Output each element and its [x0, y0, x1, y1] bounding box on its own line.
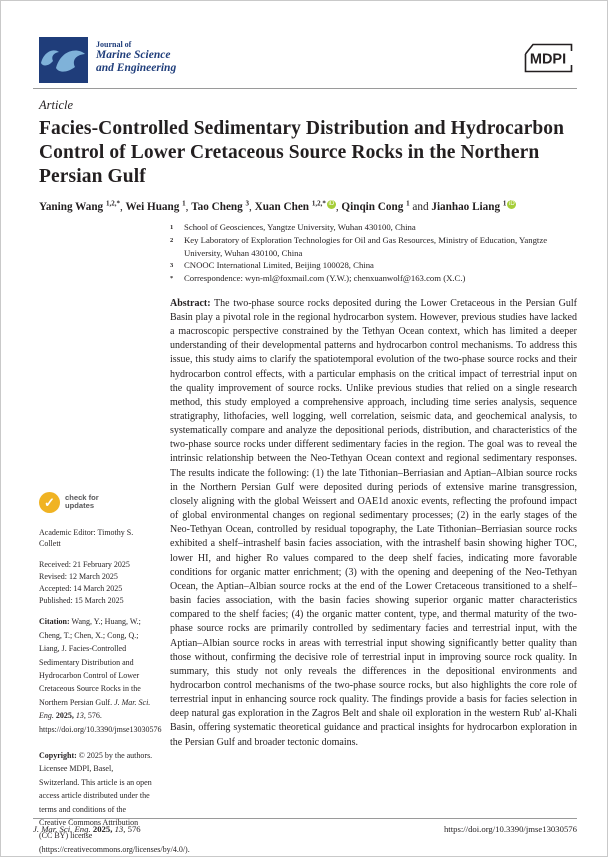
journal-logo-text — [96, 40, 176, 75]
article-dates — [39, 560, 153, 606]
orcid-icon[interactable]: iD — [509, 201, 515, 207]
revised-date: Revised: 12 March 2025 — [39, 571, 118, 581]
svg-text:MDPI: MDPI — [529, 51, 567, 68]
published-date: Published: 15 March 2025 — [39, 596, 124, 606]
journal-logo-line1: Journal of — [96, 40, 132, 49]
affiliations — [170, 221, 577, 286]
accepted-date: Accepted: 14 March 2025 — [39, 584, 123, 594]
author: Qinqin Cong $^1$ and — [341, 199, 432, 213]
check-for-updates-label: check for updates — [65, 492, 99, 511]
page-title: Facies-Controlled Sedimentary Distribution and Hydrocarbon Control of Lower Cretaceous Source Rocks in the Northern Persian Gulf — [39, 118, 565, 187]
author: Wei Huang $^1$, — [125, 199, 192, 213]
left-sidebar — [39, 221, 190, 856]
mdpi-logo-frame-icon — [520, 41, 577, 75]
footer-doi-link[interactable]: https://doi.org/10.3390/jmse13030576 — [443, 824, 577, 834]
footer-rule — [33, 818, 577, 819]
main-column — [170, 221, 577, 856]
check-for-updates-badge[interactable] — [39, 492, 153, 513]
academic-editor: Academic Editor: Timothy S. Collett — [39, 527, 134, 548]
page-footer — [33, 818, 577, 834]
author-line — [39, 199, 577, 213]
abstract-text: The two-phase source rocks deposited during the Lower Cretaceous in the Persian Gulf Basin play a pivotal role in the regional hydrocarbon system. However, previous studies have lacked a macroscopic perspective constrained by the Tethyan Ocean context, which has limited a deeper understanding of their developmental patterns and hydrocarbon control mechanisms. To address this issue, this study aims to clarify the spatiotemporal evolution of the two-phase source rocks and their hydrocarbon control effects, with a particular emphasis on the critical impact of terrestrial input on the quality improvement of source rocks. Unlike previous studies that relied on a single research method, this study employed a comprehensive approach, including time series analysis, sequence stratigraphy, lithofacies, well logging, well correlation, seismic data, and geochemical analysis, to systematically compare and analyze the depositional periods, distribution, and characteristics of the two-phase source rocks under different sedimentary facies in the region. The goal was to reveal the intrinsic relationship between the Neo-Tethyan Ocean context and regional sedimentary responses. The results indicate the following: (1) the late Tithonian–Berriasian and Aptian–Albian source rocks in the Northern Persian Gulf were deposited during periods of extensive marine transgression, closely aligning with the global Weissert and OAE1d anoxic events, reflecting the profound impact of global environmental changes on regional sedimentary processes; (2) in the early stages of the Neo-Tethyan Ocean, controlled by residual topography, the Late Tithonian–Berriasian source rocks exhibited a shelf–intrashelf basin facies association, with the intrashelf basin showing higher TOC, lower HI, and higher Ro values compared to the deep shelf facies, indicating more favorable conditions for organic matter enrichment; (3) with the opening and deepening of the Neo-Tethyan Ocean, the Aptian–Albian source rocks at the end of the Lower Cretaceous transitioned to a shelf–basin facies association, with the basin facies showing superior organic matter characteristics compared to the shelf facies; (4) the organic matter content, type, and thermal maturity of the two-phase source rocks are primarily controlled by sedimentary facies and terrestrial input, with the Aptian–Albian source rocks in areas with terrestrial input showing significantly better quality than those without, confirming the decisive role of terrestrial input in improving source rock quality. In summary, this study not only reveals the differences in the depositional environments and hydrocarbon control mechanisms of the two-phase source rocks, but also highlights the core role of terrestrial input in enhancing source rock quality. The findings provide a basis for facies selection in deep natural gas exploration in the Zagros Belt and shale oil exploration in the western Rub' al-Khali Basin, offering systematic theoretical guidance and practical insights for hydrocarbon exploration in the Persian Gulf and broader tectonic domains. — [170, 297, 578, 748]
footer-citation: J. Mar. Sci. Eng. 2025, 13, 576 — [33, 824, 141, 834]
affiliation-row: 3 CNOOC International Limited, Beijing 100028, China — [170, 259, 374, 270]
abstract-label: Abstract: — [170, 297, 211, 309]
citation-block: Citation: Wang, Y.; Huang, W.; Cheng, T.; Chen, X.; Cong, Q.; Liang, J. Facies-Controlled Sedimentary Distribution and Hydrocarbon Control of Lower Cretaceous Source Rocks in the Northern Persian Gulf. J. Mar. Sci. Eng. 2025, 13, 576. https://doi.org/10.3390/jmse13030576 — [39, 617, 162, 734]
journal-wave-icon — [39, 37, 88, 83]
author: Yaning Wang $^{1,2,*}$, — [39, 199, 126, 213]
abstract — [170, 297, 577, 750]
journal-logo-line2: Marine Science — [96, 49, 171, 61]
author: Jianhao Liang $^1$ iD — [431, 199, 515, 213]
content-columns — [39, 221, 577, 856]
checkmark-icon: ✓ — [39, 492, 60, 513]
article-type-label: Article — [39, 98, 74, 112]
mdpi-logo[interactable] — [520, 41, 577, 80]
correspondence-emails[interactable]: Correspondence: wyn-ml@foxmail.com (Y.W.); chenxuanwolf@163.com (X.C.) — [184, 273, 466, 284]
header-rule — [33, 88, 577, 89]
author: Tao Cheng $^3$, — [191, 199, 255, 213]
author: Xuan Chen $^{1,2,*}$ iD , — [254, 199, 342, 213]
received-date: Received: 21 February 2025 — [39, 559, 130, 569]
affiliation-row: 2 Key Laboratory of Exploration Technologies for Oil and Gas Resources, Ministry of Education, Yangtze University, Wuhan 430100, China — [170, 235, 548, 258]
orcid-icon[interactable]: iD — [328, 201, 335, 207]
affiliation-row: 1 School of Geosciences, Yangtze University, Wuhan 430100, China — [170, 221, 416, 232]
journal-logo-line3: and Engineering — [96, 62, 177, 74]
citation-doi-link[interactable]: , 576. https://doi.org/10.3390/jmse13030576 — [39, 711, 162, 734]
journal-logo[interactable] — [39, 37, 176, 83]
correspondence-row: * Correspondence: wyn-ml@foxmail.com (Y.W.); chenxuanwolf@163.com (X.C.) — [170, 272, 577, 285]
page-header — [1, 1, 607, 83]
copyright-block: Copyright: © 2025 by the authors. Licensee MDPI, Basel, Switzerland. This article is an open access article distributed under the terms and conditions of the Creative Commons Attribution (CC BY) license (https://creativecommons.org/licenses/by/4.0/). — [39, 750, 190, 854]
